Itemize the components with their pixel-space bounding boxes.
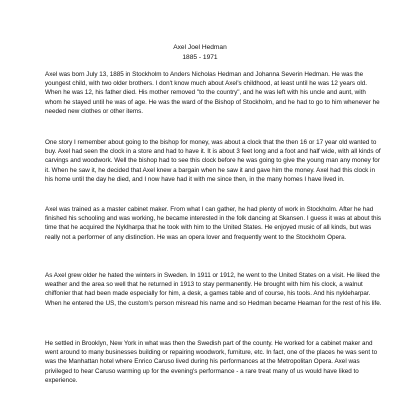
paragraph: Axel was trained as a master cabinet maker. From what I can gather, he had plenty of work in Stockholm. After he had finished his schooling and was working, he became interested in the folk dancing at Skansen. I guess it was at about this time that he acquired the Nyklharpa that he took with him to the United States. He enjoyed music of all kinds, but was really not a performer of any distinction. He was an opera lover and frequently went to the Stockholm Opera. <box>45 206 382 241</box>
document-title: Axel Joel Hedman <box>173 44 227 51</box>
paragraph: Axel was born July 13, 1885 in Stockholm to Anders Nicholas Hedman and Johanna Severin Hedman. He was the youngest child, with two older brothers. I don't know much about Axel's childhood, at least until he was 12 years old. When he was 12, his father died. His mother removed "to the country", and he was left with his uncle and aunt, with whom he stayed until he was of age. He was the ward of the Bishop of Stockholm, and he had to go to him whenever he needed new clothes or other items. <box>45 71 380 115</box>
paragraph: He settled in Brooklyn, New York in what was then the Swedish part of the county. He worked for a cabinet maker and went around to many businesses building or repairing woodwork, furniture, etc. In fact, one of the places he was sent to was the Manhattan hotel where Enrico Caruso lived during his performances at the Metropolitan Opera. Axel was privileged to hear Caruso warming up for the evening's performance - a rare treat many of us would have liked to experience. <box>45 340 378 384</box>
paragraph: One story I remember about going to the bishop for money, was about a clock that the then 16 or 17 year old wanted to buy. Axel had seen the clock in a store and had to have it. It is about 3 feet long and a foot and half wide, with all kinds of carvings and woodwork. Well the bishop had to see this clock before he was going to give the young man any money for it. When he saw it, he decided that Axel knew a bargain when he saw it and gave him the money. Axel had this clock in his home until the day he died, and I now have had it with me since then, in the many homes I have lived in. <box>45 139 381 183</box>
paragraph: As Axel grew older he hated the winters in Sweden. In 1911 or 1912, he went to the United States on a visit. He liked the weather and the area so well that he returned in 1913 to stay permanently. He brought with him his clock, a walnut chiffonier that had been made especially for him, a desk, a games table and of course, his tools. And his nykleharpar. When he entered the US, the custom's person misread his name and so Hedman became Heaman for the rest of his life. <box>45 272 382 307</box>
document-years: 1885 - 1971 <box>182 54 218 61</box>
